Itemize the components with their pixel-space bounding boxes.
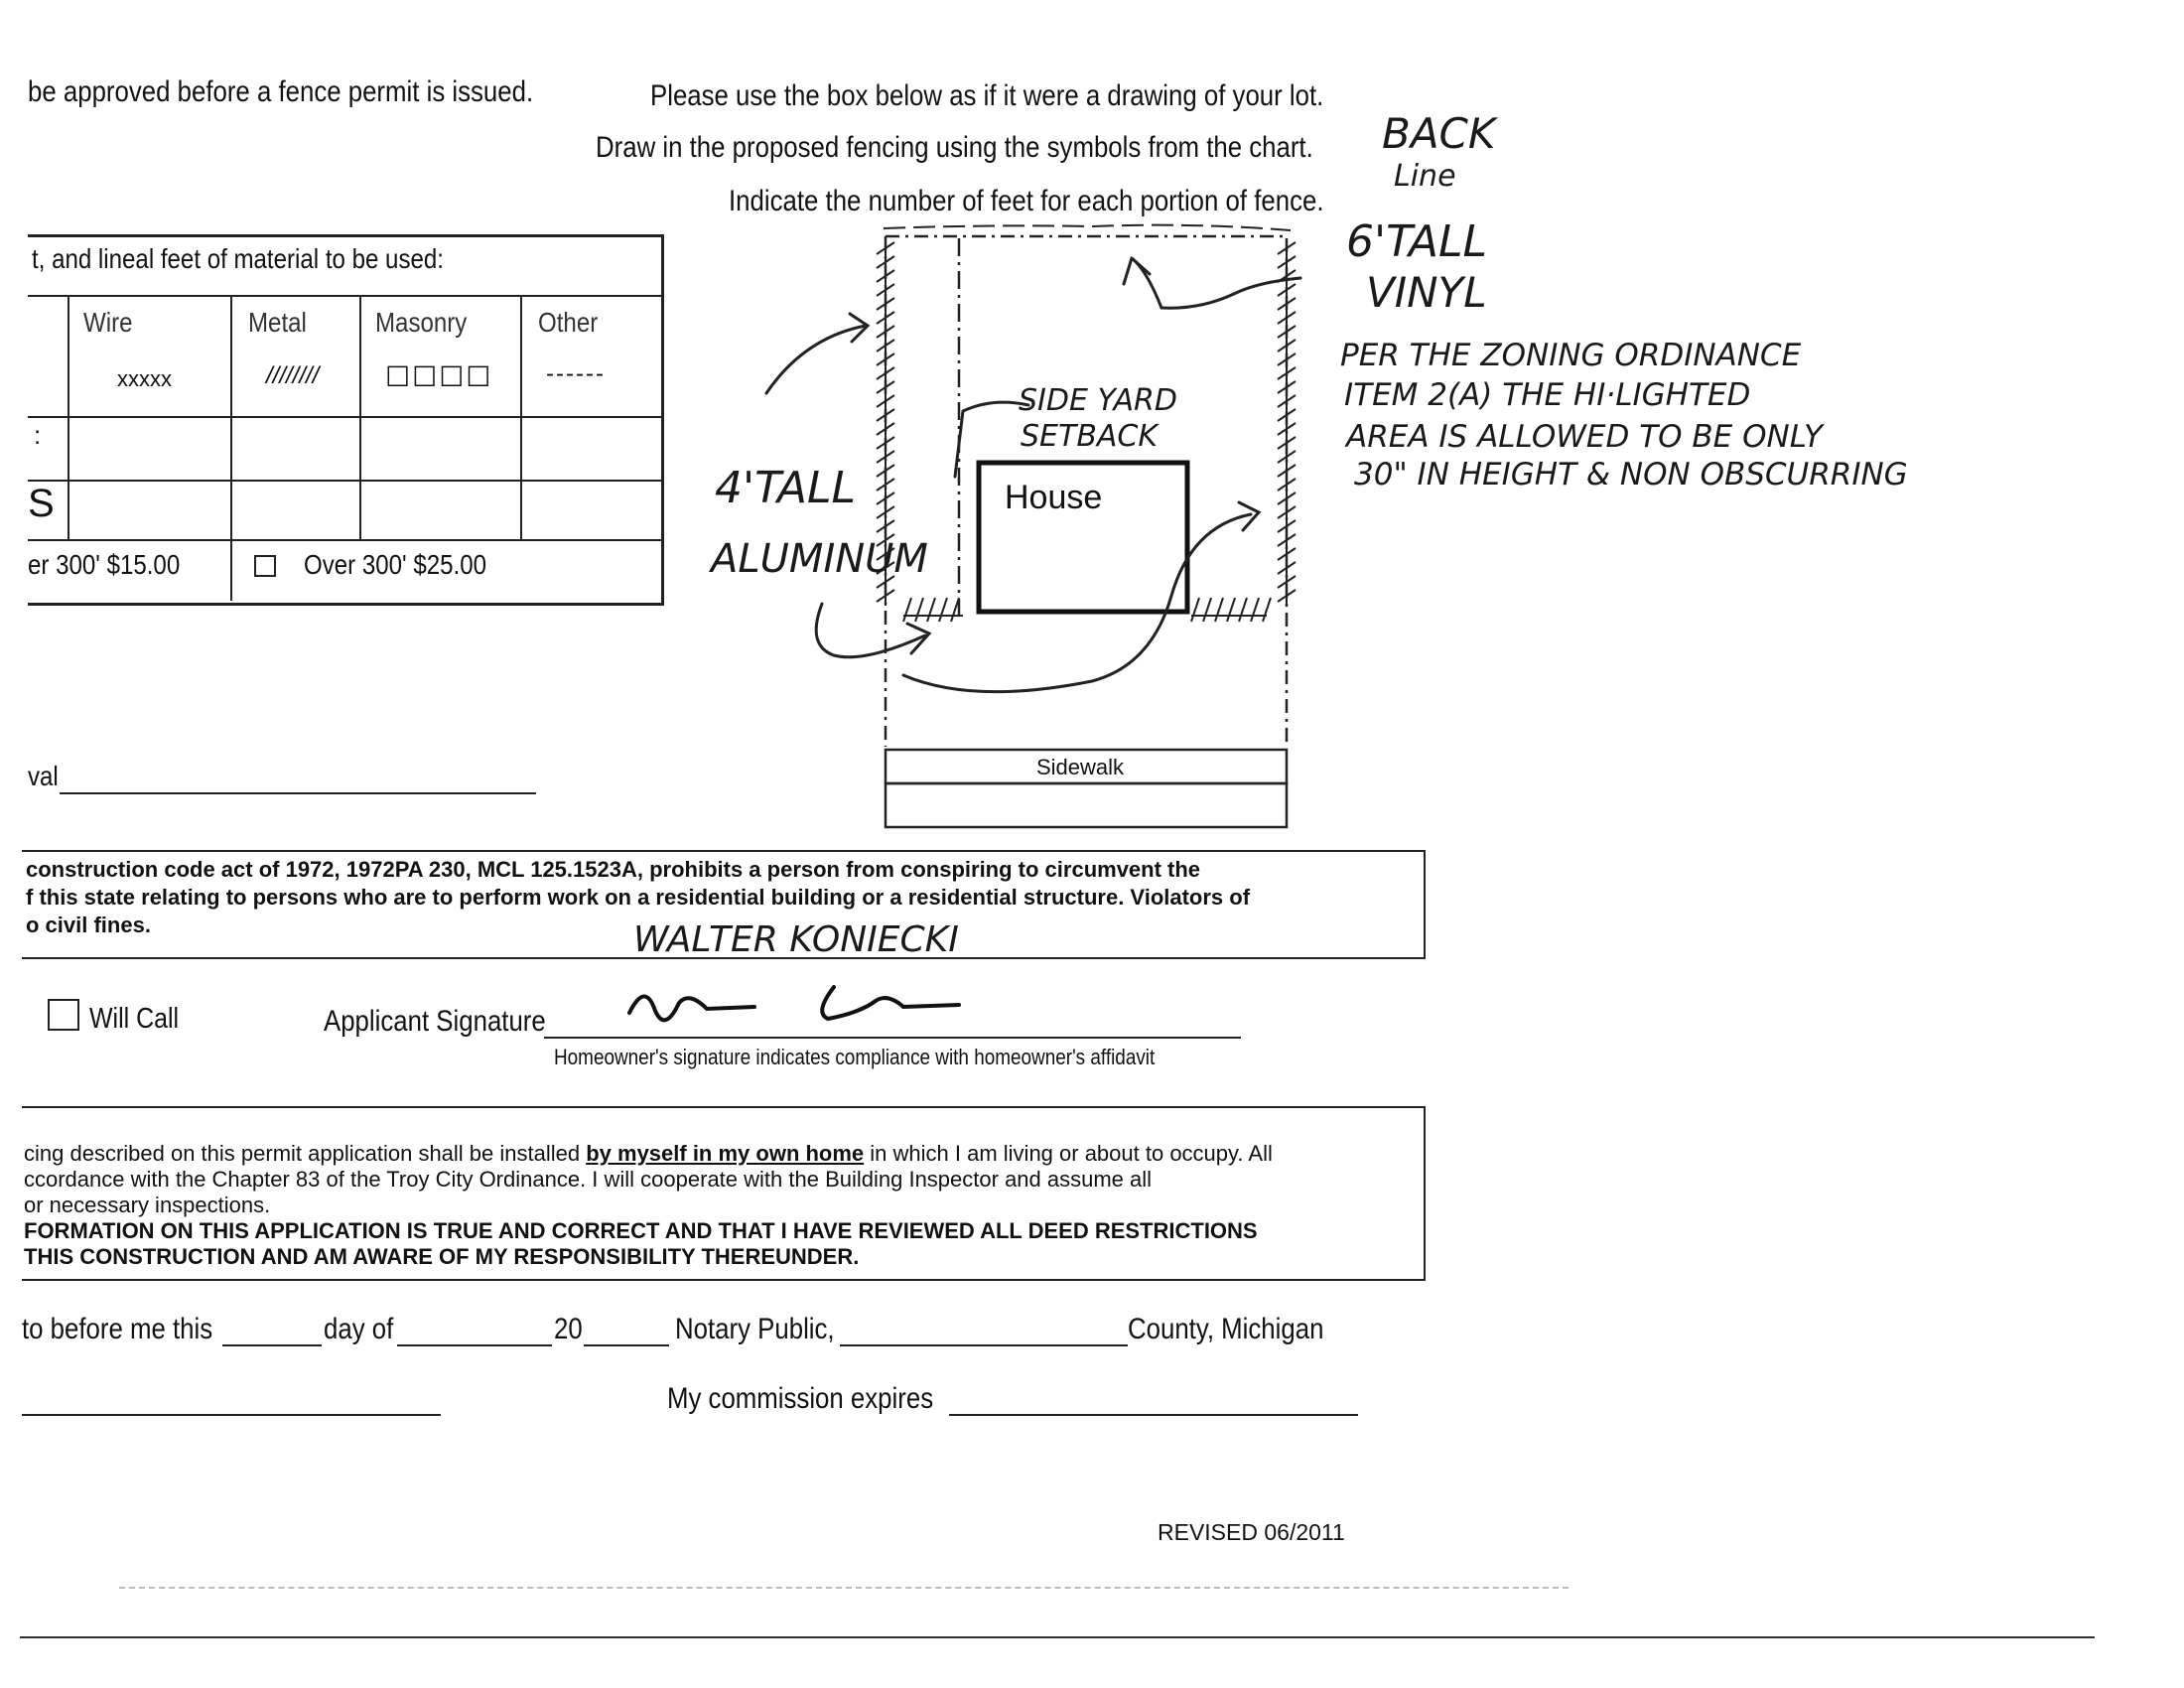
fence-hatch-mark — [1203, 598, 1211, 622]
column-header-wire: Wire — [83, 307, 133, 338]
affidavit-line-5: THIS CONSTRUCTION AND AM AWARE OF MY RESPONSIBILITY THEREUNDER. — [24, 1244, 860, 1269]
hw-six-tall: 6'TALL — [1346, 216, 1488, 267]
fee-over-300: Over 300' $25.00 — [304, 549, 486, 580]
approval-note: be approved before a fence permit is issued. — [28, 75, 534, 108]
notary-county-label: County, Michigan — [1128, 1313, 1324, 1345]
commission-expires-label: My commission expires — [667, 1382, 934, 1415]
column-header-other: Other — [538, 307, 599, 338]
approval-label: val — [28, 761, 59, 791]
notary-month-line[interactable] — [397, 1344, 552, 1346]
warning-line-3: o civil fines. — [26, 913, 151, 937]
row-mark-1: : — [34, 420, 42, 450]
hw-zoning-note-4: 30" IN HEIGHT & NON OBSCURRING — [1354, 457, 1908, 492]
drawing-instruction-2: Draw in the proposed fencing using the symbols from the chart. — [596, 131, 1313, 164]
will-call-label: Will Call — [89, 1003, 180, 1035]
hw-zoning-note-1: PER THE ZONING ORDINANCE — [1340, 338, 1802, 373]
masonry-symbol: ☐☐☐☐ — [385, 361, 493, 392]
notary-public-label: Notary Public, — [675, 1313, 835, 1345]
notary-day-line[interactable] — [222, 1344, 322, 1346]
warning-line-1: construction code act of 1972, 1972PA 230, MCL 125.1523A, prohibits a person from conspiring to circumvent the — [26, 857, 1201, 882]
notary-signature-line[interactable] — [22, 1414, 441, 1416]
column-header-metal: Metal — [248, 307, 307, 338]
fee-under-300: er 300' $15.00 — [28, 549, 181, 580]
wire-symbol: xxxxx — [117, 366, 172, 391]
applicant-signature-label: Applicant Signature — [324, 1005, 546, 1038]
fee-over-300-checkbox[interactable] — [254, 555, 276, 577]
metal-symbol: //////// — [266, 362, 320, 389]
material-table — [28, 234, 664, 606]
hw-vinyl: VINYL — [1366, 268, 1487, 317]
hw-back: BACK — [1382, 109, 1496, 158]
other-symbol: ------ — [546, 360, 606, 387]
fence-hatch-mark — [1251, 598, 1259, 622]
affidavit-line-4: FORMATION ON THIS APPLICATION IS TRUE AND CORRECT AND THAT I HAVE REVIEWED ALL DEED RESTRICTIONS — [24, 1218, 1258, 1243]
affidavit-line-1: cing described on this permit application shall be installed by myself in my own home in which I am living or about to occupy. All — [24, 1141, 1273, 1166]
approval-line[interactable] — [60, 792, 536, 794]
hw-applicant-name: WALTER KONIECKI — [633, 919, 959, 960]
hw-side-yard: SIDE YARD — [1019, 383, 1177, 418]
commission-expires-line[interactable] — [949, 1414, 1358, 1416]
will-call-checkbox[interactable] — [48, 999, 79, 1031]
row-mark-2: S — [28, 482, 55, 525]
fence-hatch-mark — [1227, 598, 1235, 622]
fence-hatch-mark — [1263, 598, 1271, 622]
affidavit-box — [22, 1106, 1426, 1281]
revised-date: REVISED 06/2011 — [1158, 1519, 1345, 1545]
fence-hatch-mark — [903, 598, 911, 622]
fence-hatch-mark — [1215, 598, 1223, 622]
lot-drawing — [695, 199, 1370, 844]
notary-sworn-label: to before me this — [22, 1313, 213, 1345]
fence-hatch-mark — [1191, 598, 1199, 622]
house-label: House — [1005, 479, 1103, 516]
notary-year-label: 20 — [554, 1313, 583, 1345]
fence-hatch-mark — [915, 598, 923, 622]
warning-box — [22, 850, 1426, 959]
drawing-instruction-1: Please use the box below as if it were a drawing of your lot. — [650, 79, 1324, 112]
hw-zoning-note-2: ITEM 2(A) THE HI·LIGHTED — [1344, 377, 1751, 413]
affidavit-line-3: or necessary inspections. — [24, 1193, 271, 1217]
notary-county-line[interactable] — [840, 1344, 1128, 1346]
applicant-signature-scribble — [615, 973, 973, 1043]
hw-zoning-note-3: AREA IS ALLOWED TO BE ONLY — [1346, 419, 1823, 455]
compliance-note: Homeowner's signature indicates compliance with homeowner's affidavit — [554, 1045, 1156, 1069]
fence-hatch-mark — [1239, 598, 1247, 622]
column-header-masonry: Masonry — [375, 307, 468, 338]
hw-four-tall: 4'TALL — [715, 463, 857, 513]
hw-aluminum: ALUMINUM — [711, 536, 928, 582]
warning-line-2: f this state relating to persons who are to perform work on a residential building or a residential structure. Violators of — [26, 885, 1251, 910]
hw-line: Line — [1394, 159, 1456, 194]
scan-artifact-line — [119, 1587, 1569, 1589]
fence-hatch-mark — [939, 598, 947, 622]
page-bottom-rule — [20, 1636, 2095, 1638]
drawing-instruction-3: Indicate the number of feet for each portion of fence. — [729, 185, 1324, 217]
affidavit-line-2: ccordance with the Chapter 83 of the Troy City Ordinance. I will cooperate with the Building Inspector and assume all — [24, 1167, 1153, 1192]
fence-hatch-mark — [927, 598, 935, 622]
material-table-title: t, and lineal feet of material to be used: — [32, 243, 444, 274]
hw-setback: SETBACK — [1021, 419, 1159, 454]
notary-day-of-label: day of — [324, 1313, 394, 1345]
sidewalk-label: Sidewalk — [1036, 755, 1125, 779]
notary-year-line[interactable] — [584, 1344, 669, 1346]
